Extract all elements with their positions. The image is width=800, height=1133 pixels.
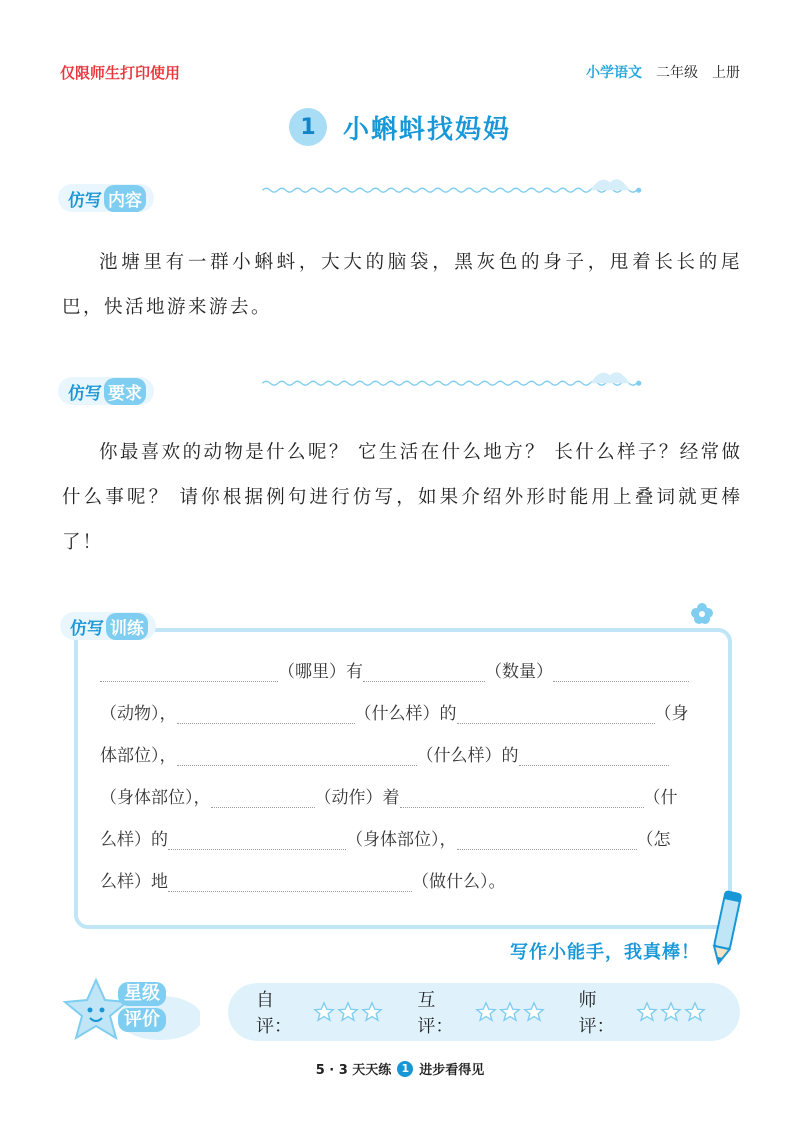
star-icon[interactable]: [684, 1001, 706, 1023]
fill-blank[interactable]: [363, 659, 485, 682]
fill-blank[interactable]: [553, 659, 689, 682]
section-label-content: [58, 184, 154, 212]
star-icon[interactable]: [475, 1001, 497, 1023]
fill-blank[interactable]: [457, 827, 637, 850]
flower-icon: [688, 600, 716, 628]
fill-blank[interactable]: [168, 827, 346, 850]
star-icon[interactable]: [523, 1001, 545, 1023]
star-icon[interactable]: [337, 1001, 359, 1023]
print-notice: 仅限师生打印使用: [60, 64, 181, 82]
star-icon[interactable]: [499, 1001, 521, 1023]
teacher-rating: [579, 986, 706, 1038]
star-icon[interactable]: [660, 1001, 682, 1023]
page-footer: [0, 1059, 800, 1078]
subject-label: 小学语文: [586, 65, 642, 81]
practice-line-5: [100, 820, 671, 850]
fill-blank[interactable]: [211, 785, 315, 808]
lesson-title: 小蝌蚪找妈妈: [342, 114, 511, 145]
fill-blank[interactable]: [177, 701, 355, 724]
prompt-text: （动物），: [100, 704, 177, 724]
prompt-text: 么样）地: [100, 872, 168, 892]
section-label-highlight: 训练: [106, 613, 148, 640]
star-icon[interactable]: [361, 1001, 383, 1023]
fill-blank[interactable]: [168, 869, 412, 892]
star-icon[interactable]: [313, 1001, 335, 1023]
lesson-number-badge: 1: [289, 108, 327, 146]
self-rating-label: 自评：: [256, 990, 292, 1037]
cheer-text: 写作小能手，我真棒！: [510, 942, 700, 963]
fill-blank[interactable]: [457, 701, 655, 724]
prompt-text: （身体部位），: [346, 830, 457, 850]
course-info: [586, 62, 740, 82]
wave-divider: [160, 172, 745, 198]
practice-line-4: [100, 778, 678, 808]
prompt-text: （什么样）的: [416, 746, 519, 766]
fill-blank[interactable]: [100, 659, 278, 682]
prompt-text: （怎: [636, 830, 671, 850]
peer-rating-label: 互评：: [417, 990, 454, 1037]
practice-line-2: [100, 694, 689, 724]
content-paragraph: 池塘里有一群小蝌蚪，大大的脑袋，黑灰色的身子，甩着长长的尾巴，快活地游来游去。: [62, 252, 742, 318]
pencil-icon: [708, 886, 744, 970]
evaluation-bar: [228, 983, 740, 1041]
rating-badge-line1: 星级: [118, 982, 166, 1006]
prompt-text: 体部位），: [100, 746, 177, 766]
requirement-paragraph: 你最喜欢的动物是什么呢？ 它生活在什么地方？ 长什么样子？经常做什么事呢？ 请你根据例句进行仿写，如果介绍外形时能用上叠词就更棒了！: [62, 442, 742, 553]
practice-line-3: [100, 736, 669, 766]
prompt-text: （做什么）。: [412, 872, 506, 892]
fill-blank[interactable]: [519, 743, 669, 766]
practice-line-6: [100, 862, 506, 892]
section-label-requirement: [58, 377, 154, 405]
page-title: [0, 108, 800, 146]
prompt-text: 么样）的: [100, 830, 168, 850]
prompt-text: （动作）着: [314, 788, 400, 808]
self-rating: [256, 986, 383, 1038]
prompt-text: （什: [643, 788, 678, 808]
teacher-rating-stars[interactable]: [636, 1001, 706, 1023]
prompt-text: （哪里）有: [278, 662, 363, 682]
grade-label: 二年级: [656, 65, 698, 81]
rating-badge-line2: 评价: [118, 1008, 166, 1032]
section-label-prefix: 仿写: [70, 618, 104, 639]
fill-blank[interactable]: [177, 743, 417, 766]
section-label-prefix: 仿写: [68, 383, 102, 404]
section-label-prefix: 仿写: [68, 190, 102, 211]
practice-line-1: [100, 652, 689, 682]
footer-slogan: 进步看得见: [419, 1063, 485, 1078]
rating-badge: [118, 982, 166, 1034]
prompt-text: （身体部位），: [100, 788, 211, 808]
wave-divider: [160, 365, 745, 391]
section-label-training: [60, 612, 156, 640]
teacher-rating-label: 师评：: [578, 990, 615, 1037]
self-rating-stars[interactable]: [313, 1001, 383, 1023]
star-icon[interactable]: [636, 1001, 658, 1023]
peer-rating-stars[interactable]: [475, 1001, 545, 1023]
section-label-highlight: 要求: [104, 378, 146, 405]
prompt-text: （数量）: [485, 662, 553, 682]
fill-blank[interactable]: [400, 785, 644, 808]
prompt-text: （什么样）的: [354, 704, 457, 724]
term-label: 上册: [712, 65, 740, 81]
prompt-text: （身: [654, 704, 689, 724]
section-label-highlight: 内容: [104, 185, 146, 212]
footer-series: 5 · 3 天天练: [315, 1063, 392, 1078]
footer-number-badge: 1: [397, 1061, 413, 1077]
peer-rating: [417, 986, 544, 1038]
